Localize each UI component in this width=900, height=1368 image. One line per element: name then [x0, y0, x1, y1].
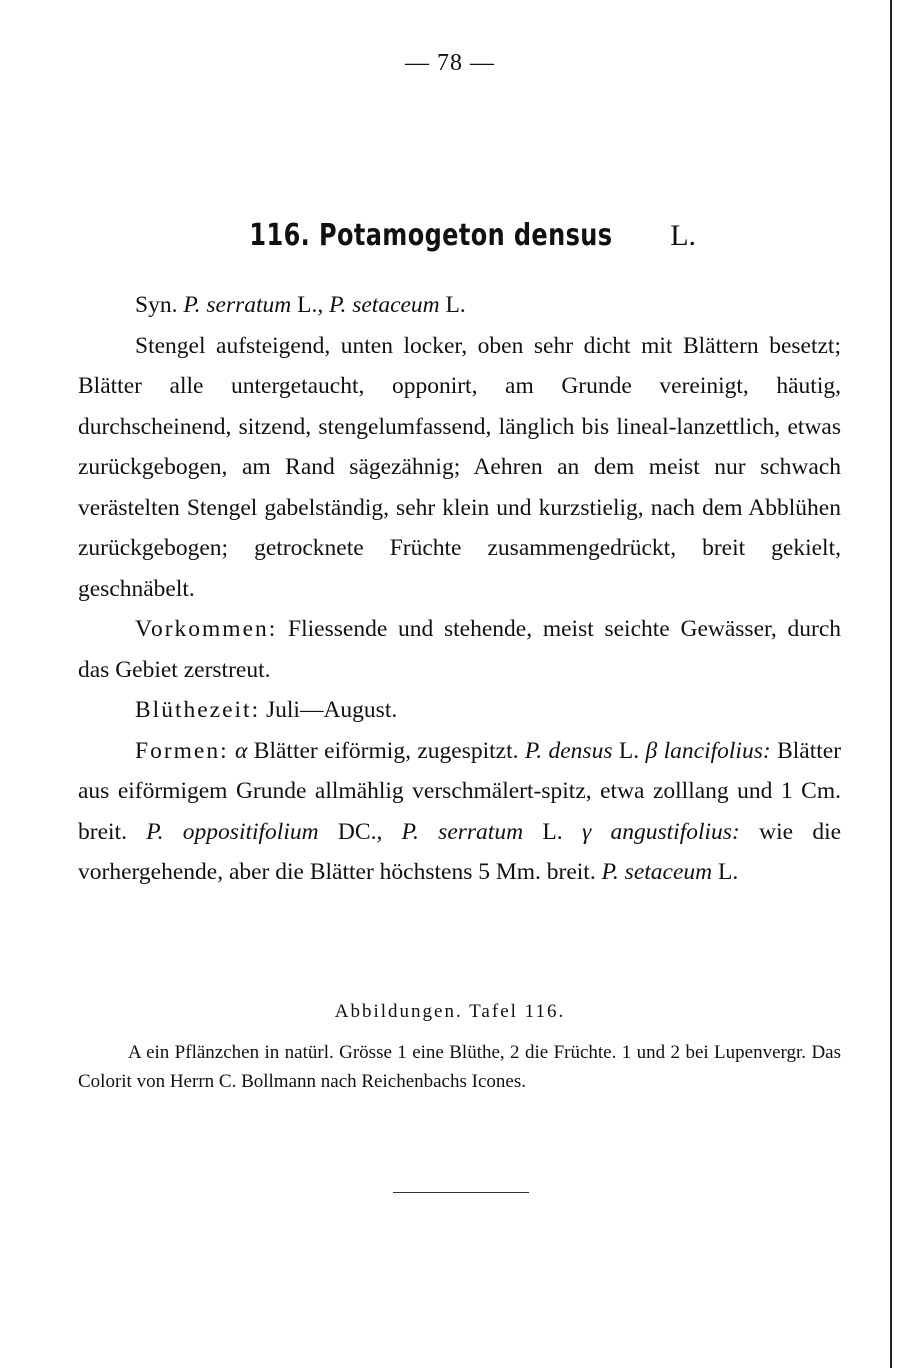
synonyms-label: Syn.: [135, 292, 178, 318]
occurrence-text: Fliessende und stehende, meist seichte Gewässer, durch das Gebiet zerstreut.: [78, 616, 842, 683]
figure-caption: A ein Pflänzchen in natürl. Grösse 1 eine Blüthe, 2 die Früchte. 1 und 2 bei Lupenvergr. Das Colorit von Herrn C. Bollmann nach Reichenbachs Icones.: [78, 1042, 841, 1092]
synonym-name: P. serratum: [183, 292, 292, 318]
form-gamma-author: L.: [717, 859, 739, 885]
flowering-text: Juli—August.: [266, 697, 398, 723]
form-beta-label: β lancifolius:: [645, 737, 771, 764]
description-paragraph: Stengel aufsteigend, unten locker, oben sehr dicht mit Blättern besetzt; Blätter alle untergetaucht, opponirt, am Grunde vereinigt, häutig, durchscheinend, sitzend, stengelumfassend, länglich bis lineal-lanzettlich, etwas zurückgebogen, am Rand sägezähnig; Aehren an dem meist nur schwach verästelten Stengel gabelständig, sehr klein und kurzstielig, nach dem Abblühen zurückgebogen; getrocknete Früchte zusammengedrückt, breit gekielt, geschnäbelt.: [78, 332, 841, 602]
form-alpha-name: P. densus: [524, 737, 613, 764]
form-alpha-author: L.: [618, 737, 640, 764]
form-beta-text: Blätter aus eiförmigem Grunde allmählig verschmälert-spitz, etwa zolllang und 1 Cm. breit.: [78, 737, 842, 845]
form-beta-author: L.: [542, 818, 563, 845]
flowering-label: Blüthezeit:: [135, 697, 261, 723]
synonym-author: L.: [445, 292, 466, 318]
forms-label: Formen:: [135, 737, 229, 764]
occurrence-label: Vorkommen:: [135, 616, 278, 642]
figure-title: Abbildungen. Tafel 116.: [334, 1001, 566, 1022]
form-alpha-symbol: α: [235, 737, 248, 764]
species-name: 116. Potamogeton densus: [249, 218, 613, 253]
forms-paragraph: [78, 731, 841, 893]
form-gamma-name: P. setaceum: [601, 859, 713, 885]
page-number: — 78 —: [405, 50, 495, 76]
form-gamma-text: wie die vorhergehende, aber die Blätter höchstens 5 Mm. breit.: [78, 818, 842, 885]
occurrence-paragraph: [78, 609, 841, 690]
flowering-paragraph: [78, 690, 841, 731]
species-title: [0, 218, 900, 253]
form-beta-name: P. serratum: [401, 818, 524, 845]
synonym-name: P. setaceum: [329, 292, 440, 318]
page-edge: [890, 0, 892, 1368]
synonyms-paragraph: [78, 285, 841, 326]
form-beta-name: P. oppositifolium: [146, 818, 319, 845]
synonym-author: L.,: [297, 292, 324, 318]
form-beta-author: DC.,: [337, 818, 383, 845]
form-alpha-text: Blätter eiförmig, zugespitzt.: [253, 737, 519, 764]
end-rule: [393, 1192, 529, 1193]
species-description-block: [78, 285, 841, 893]
form-gamma-label: γ angustifolius:: [581, 818, 740, 845]
figure-caption-block: [78, 1038, 841, 1096]
species-author: L.: [670, 219, 697, 252]
